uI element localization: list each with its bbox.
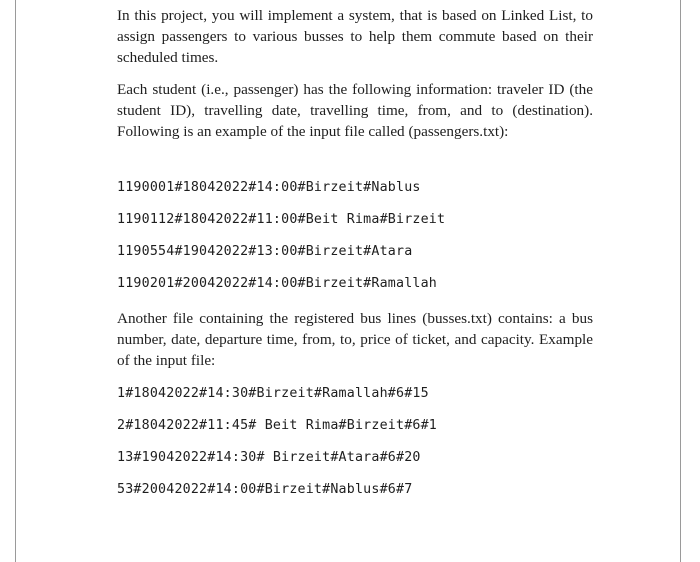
bus-lines-paragraph: Another file containing the registered bus lines (busses.txt) contains: a bus number, date, departure time, from, to, price of ticket, and capacity. Example of the input file: (117, 310, 593, 369)
passenger-info-paragraph: Each student (i.e., passenger) has the following information: traveler ID (the student ID), travelling date, travelling time, from, and to (destination). Following is an example of the input file called (passengers.txt): (117, 81, 593, 140)
bus-line: 2#18042022#11:45# Beit Rima#Birzeit#6#1 (117, 418, 438, 433)
passenger-line: 1190001#18042022#14:00#Birzeit#Nablus (117, 180, 421, 195)
passenger-line: 1190554#19042022#13:00#Birzeit#Atara (117, 244, 413, 259)
page-right-border (680, 0, 681, 562)
bus-line: 1#18042022#14:30#Birzeit#Ramallah#6#15 (117, 386, 429, 401)
bus-line: 13#19042022#14:30# Birzeit#Atara#6#20 (117, 450, 421, 465)
intro-paragraph: In this project, you will implement a system, that is based on Linked List, to assign passengers to various busses to help them commute based on their scheduled times. (117, 7, 593, 66)
passenger-line: 1190112#18042022#11:00#Beit Rima#Birzeit (117, 212, 446, 227)
page-left-border (15, 0, 16, 562)
bus-line: 53#20042022#14:00#Birzeit#Nablus#6#7 (117, 482, 413, 497)
passenger-line: 1190201#20042022#14:00#Birzeit#Ramallah (117, 276, 438, 291)
